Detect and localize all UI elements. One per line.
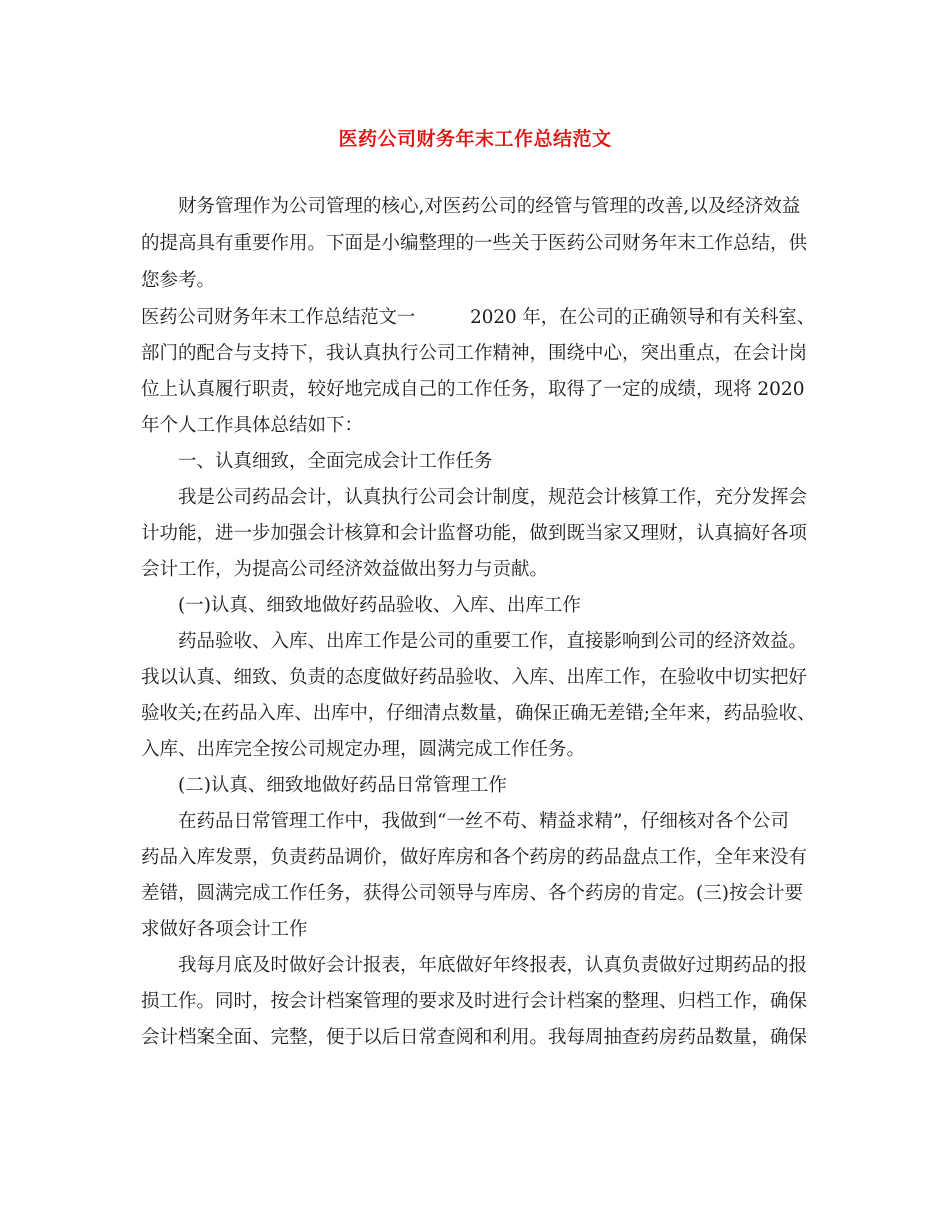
document-title: 医药公司财务年末工作总结范文: [338, 128, 612, 150]
paragraph-line: 验收关;在药品入库、出库中，仔细清点数量，确保正确无差错;全年来，药品验收、: [141, 703, 816, 724]
paragraph-line: 财务管理作为公司管理的核心,对医药公司的经管与管理的改善,以及经济效益: [178, 196, 801, 217]
paragraph-line: 我以认真、细致、负责的态度做好药品验收、入库、出库工作，在验收中切实把好: [141, 667, 808, 688]
paragraph-line: 的提高具有重要作用。下面是小编整理的一些关于医药公司财务年末工作总结，供: [141, 233, 808, 254]
paragraph-line: 我是公司药品会计，认真执行公司会计制度，规范会计核算工作，充分发挥会: [178, 487, 808, 508]
paragraph-line: 损工作。同时，按会计档案管理的要求及时进行会计档案的整理、归档工作，确保: [141, 991, 808, 1012]
paragraph-line: 药品入库发票，负责药品调价，做好库房和各个药房的药品盘点工作，全年来没有: [141, 847, 808, 868]
paragraph-line: 药品验收、入库、出库工作是公司的重要工作，直接影响到公司的经济效益。: [178, 631, 808, 652]
paragraph-line: 医药公司财务年末工作总结范文一 2020 年，在公司的正确领导和有关科室、: [141, 307, 815, 328]
paragraph-line: 会计档案全面、完整，便于以后日常查阅和利用。我每周抽查药房药品数量，确保: [141, 1027, 808, 1048]
paragraph-line: 年个人工作具体总结如下：: [141, 415, 364, 436]
subsection-heading: (一)认真、细致地做好药品验收、入库、出库工作: [178, 595, 581, 616]
section-heading: 一、认真细致，全面完成会计工作任务: [178, 451, 493, 472]
paragraph-line: 求做好各项会计工作: [141, 919, 308, 940]
paragraph-line: 差错，圆满完成工作任务，获得公司领导与库房、各个药房的肯定。(三)按会计要: [141, 883, 803, 904]
paragraph-line: 会计工作，为提高公司经济效益做出努力与贡献。: [141, 559, 549, 580]
paragraph-line: 我每月底及时做好会计报表，年底做好年终报表，认真负责做好过期药品的报: [178, 955, 808, 976]
paragraph-line: 入库、出库完全按公司规定办理，圆满完成工作任务。: [141, 739, 586, 760]
paragraph-line: 在药品日常管理工作中，我做到“一丝不苟、精益求精”，仔细核对各个公司: [178, 811, 789, 832]
subsection-heading: (二)认真、细致地做好药品日常管理工作: [178, 775, 507, 796]
paragraph-line: 计功能，进一步加强会计核算和会计监督功能，做到既当家又理财，认真搞好各项: [141, 523, 808, 544]
paragraph-line: 位上认真履行职责，较好地完成自己的工作任务，取得了一定的成绩，现将 2020: [141, 379, 805, 400]
paragraph-line: 部门的配合与支持下，我认真执行公司工作精神，围绕中心，突出重点，在会计岗: [141, 343, 808, 364]
paragraph-line: 您参考。: [141, 270, 216, 291]
